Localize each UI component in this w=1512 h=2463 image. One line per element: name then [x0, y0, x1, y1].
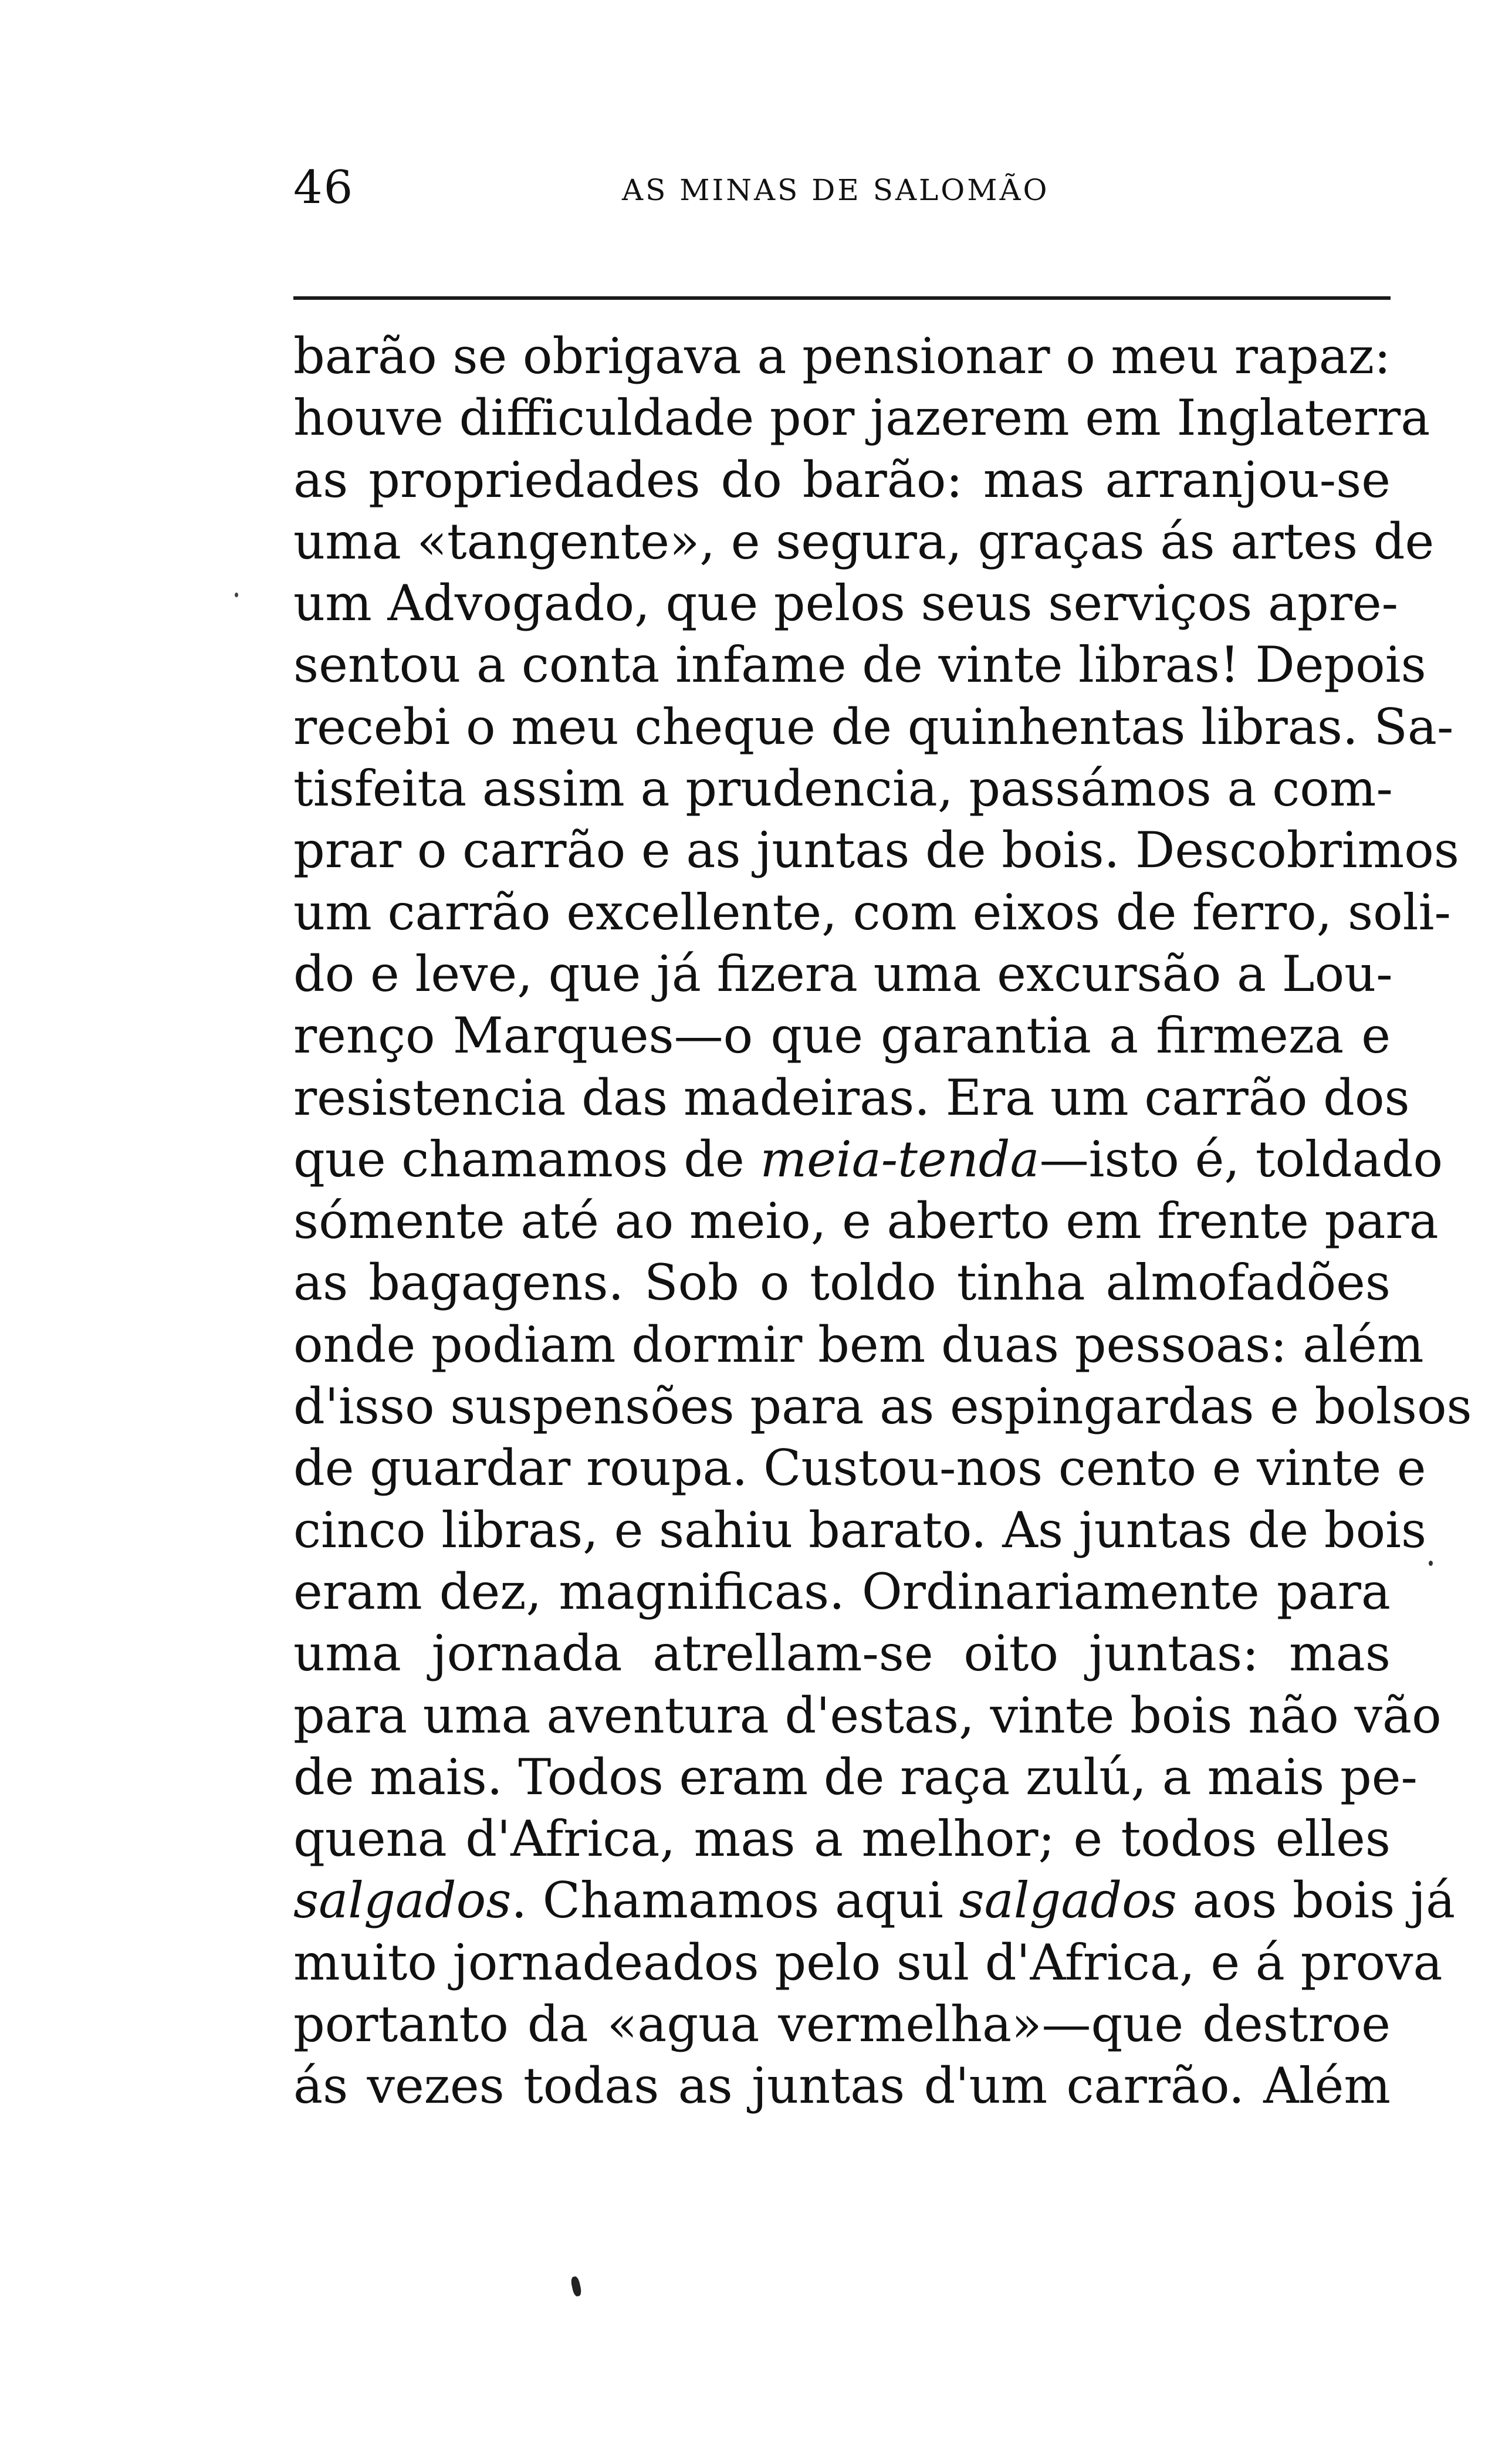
text-line: uma «tangente», e segura, graças ás artes de — [293, 512, 1435, 570]
text-line: um carrão excellente, com eixos de ferro, soli- — [293, 883, 1451, 941]
text-line: prar o carrão e as juntas de bois. Descobrimos — [293, 821, 1459, 879]
text-line: portanto da «agua vermelha»—que destroe — [293, 1995, 1391, 2053]
text-line: um Advogado, que pelos seus serviços apre- — [293, 574, 1399, 632]
text-line: para uma aventura d'estas, vinte bois não vão — [293, 1686, 1442, 1744]
text-line: as bagagens. Sob o toldo tinha almofadões — [293, 1254, 1391, 1312]
text-line: as propriedades do barão: mas arranjou-se — [293, 451, 1391, 509]
text-line: renço Marques—o que garantia a firmeza e — [293, 1007, 1391, 1065]
text-line: de guardar roupa. Custou-nos cento e vinte e — [293, 1439, 1426, 1497]
text-line: onde podiam dormir bem duas pessoas: além — [293, 1315, 1424, 1373]
text-line: d'isso suspensões para as espingardas e bolsos — [293, 1378, 1472, 1436]
ink-speck — [570, 2276, 583, 2297]
text-line: resistencia das madeiras. Era um carrão dos — [293, 1068, 1410, 1126]
text-line: recebi o meu cheque de quinhentas libras. Sa- — [293, 698, 1454, 756]
page-number: 46 — [293, 161, 354, 214]
text-line: ás vezes todas as juntas d'um carrão. Além — [293, 2057, 1391, 2115]
text-line: barão se obrigava a pensionar o meu rapaz: — [293, 327, 1391, 385]
text-line: tisfeita assim a prudencia, passámos a com- — [293, 760, 1393, 818]
body-text — [293, 326, 1472, 2117]
text-line: quena d'Africa, mas a melhor; e todos elles — [293, 1810, 1391, 1868]
text-line: houve difficuldade por jazerem em Inglaterra — [293, 389, 1430, 447]
text-line: muito jornadeados pelo sul d'Africa, e á prova — [293, 1933, 1443, 1991]
ink-speck — [1429, 1561, 1433, 1566]
text-line: sentou a conta infame de vinte libras! Depois — [293, 636, 1426, 694]
text-line: salgados. Chamamos aqui salgados aos bois já — [293, 1872, 1456, 1930]
text-line: sómente até ao meio, e aberto em frente para — [293, 1192, 1439, 1250]
text-line: de mais. Todos eram de raça zulú, a mais pe- — [293, 1748, 1418, 1806]
text-line: eram dez, magnificas. Ordinariamente para — [293, 1562, 1391, 1620]
text-line: que chamamos de meia-tenda—isto é, toldado — [293, 1130, 1443, 1188]
text-line: uma jornada atrellam-se oito juntas: mas — [293, 1625, 1391, 1683]
running-title: AS MINAS DE SALOMÃO — [622, 173, 1050, 207]
header-rule — [293, 296, 1391, 300]
running-head — [293, 158, 1385, 223]
ink-speck — [235, 593, 238, 597]
text-line: do e leve, que já fizera uma excursão a Lou- — [293, 945, 1393, 1003]
text-line: cinco libras, e sahiu barato. As juntas de bois — [293, 1501, 1427, 1559]
